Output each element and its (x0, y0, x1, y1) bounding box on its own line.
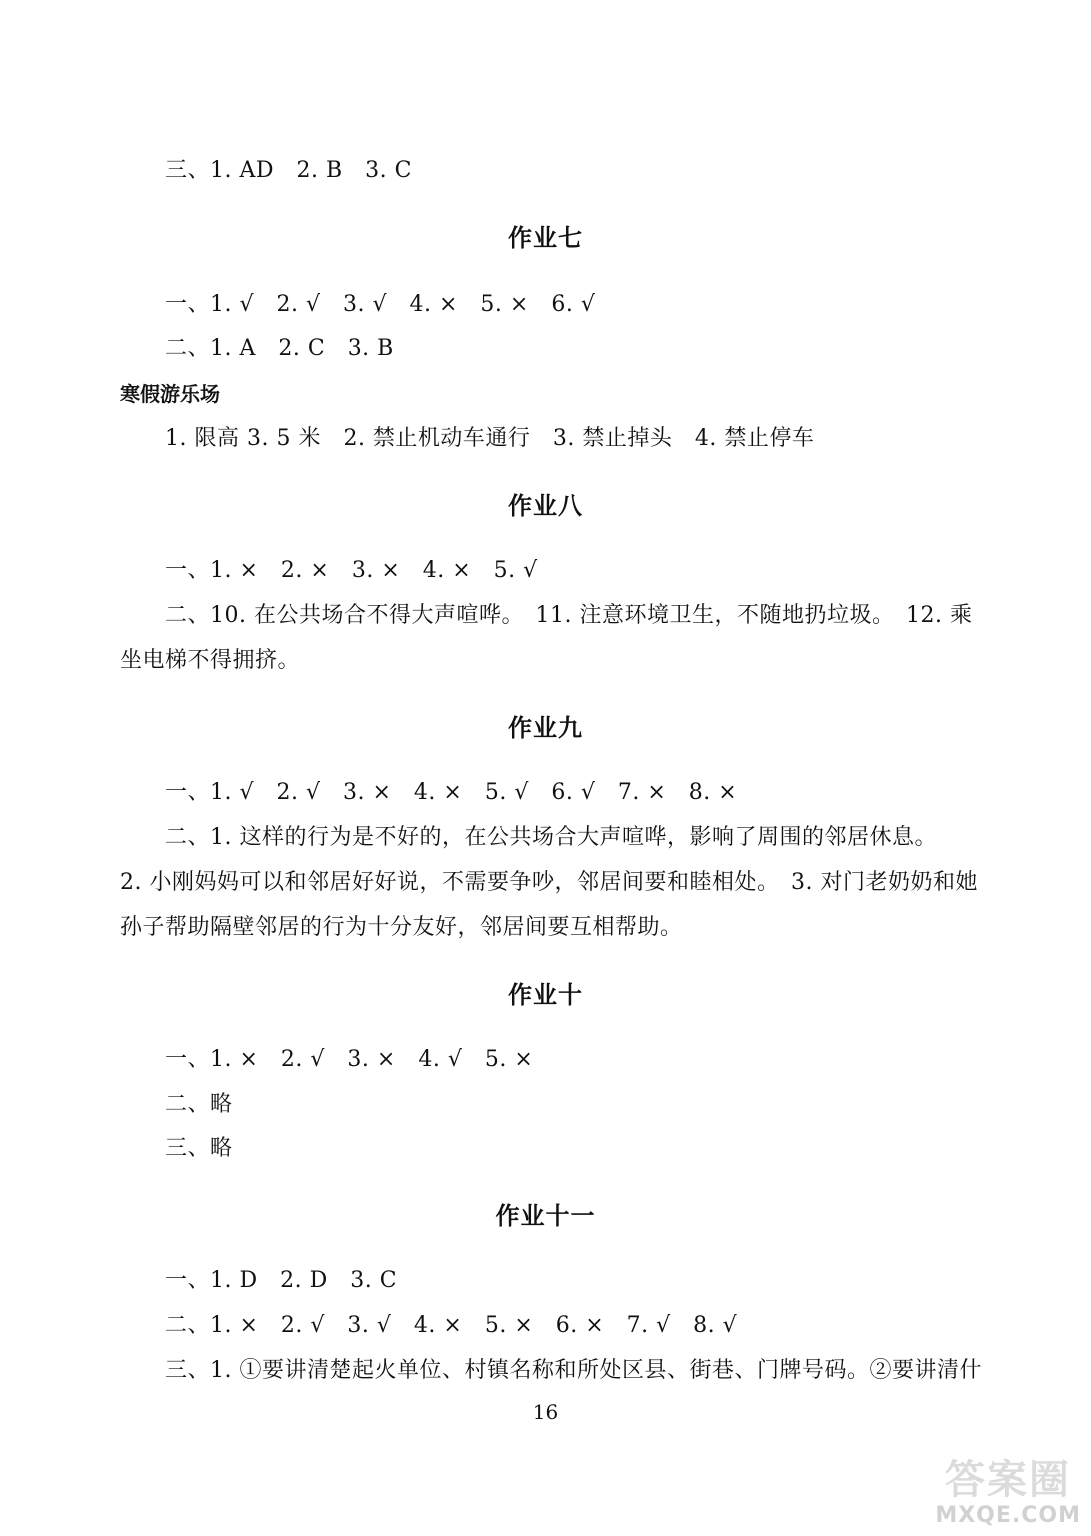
watermark-logo: 答案圈 (945, 1457, 1071, 1503)
heading-homework-7: 作业七 (508, 224, 583, 252)
hw9-part2-line1: 二、1. 这样的行为是不好的，在公共场合大声喧哗，影响了周围的邻居休息。 (165, 825, 937, 850)
hw9-part2-line2: 2. 小刚妈妈可以和邻居好好说，不需要争吵，邻居间要和睦相处。 3. 对门老奶奶和她 (120, 870, 978, 895)
heading-homework-9: 作业九 (508, 714, 583, 742)
heading-homework-10: 作业十 (508, 981, 583, 1009)
hw10-part1: 一、1. × 2. √ 3. × 4. √ 5. × (165, 1047, 534, 1072)
heading-homework-11: 作业十一 (495, 1202, 596, 1230)
heading-homework-8: 作业八 (508, 492, 583, 520)
hw8-part1: 一、1. × 2. × 3. × 4. × 5. √ (165, 558, 538, 583)
watermark (901, 1448, 1081, 1528)
hw10-part2: 二、略 (165, 1092, 233, 1117)
page-number: 16 (532, 1400, 559, 1424)
heading-winter-playground: 寒假游乐场 (120, 382, 220, 406)
hw10-part3: 三、略 (165, 1136, 233, 1161)
hw7-part1: 一、1. √ 2. √ 3. √ 4. × 5. × 6. √ (165, 292, 596, 317)
hw11-part3: 三、1. ①要讲清楚起火单位、村镇名称和所处区县、街巷、门牌号码。②要讲清什 (165, 1358, 982, 1383)
winter-answers: 1. 限高 3. 5 米 2. 禁止机动车通行 3. 禁止掉头 4. 禁止停车 (165, 426, 815, 451)
hw9-part1: 一、1. √ 2. √ 3. × 4. × 5. √ 6. √ 7. × 8. × (165, 780, 738, 805)
hw8-part2-line2: 坐电梯不得拥挤。 (120, 648, 301, 673)
hw11-part2: 二、1. × 2. √ 3. √ 4. × 5. × 6. × 7. √ 8. √ (165, 1313, 738, 1338)
hw11-part1: 一、1. D 2. D 3. C (165, 1268, 398, 1293)
watermark-site: MXQE.COM (935, 1503, 1081, 1528)
hw8-part2-line1: 二、10. 在公共场合不得大声喧哗。 11. 注意环境卫生，不随地扔垃圾。 12. 乘 (165, 603, 973, 628)
hw9-part2-line3: 孙子帮助隔壁邻居的行为十分友好，邻居间要互相帮助。 (120, 915, 683, 940)
section-san-answers: 三、1. AD 2. B 3. C (165, 158, 412, 183)
hw7-part2: 二、1. A 2. C 3. B (165, 336, 394, 361)
